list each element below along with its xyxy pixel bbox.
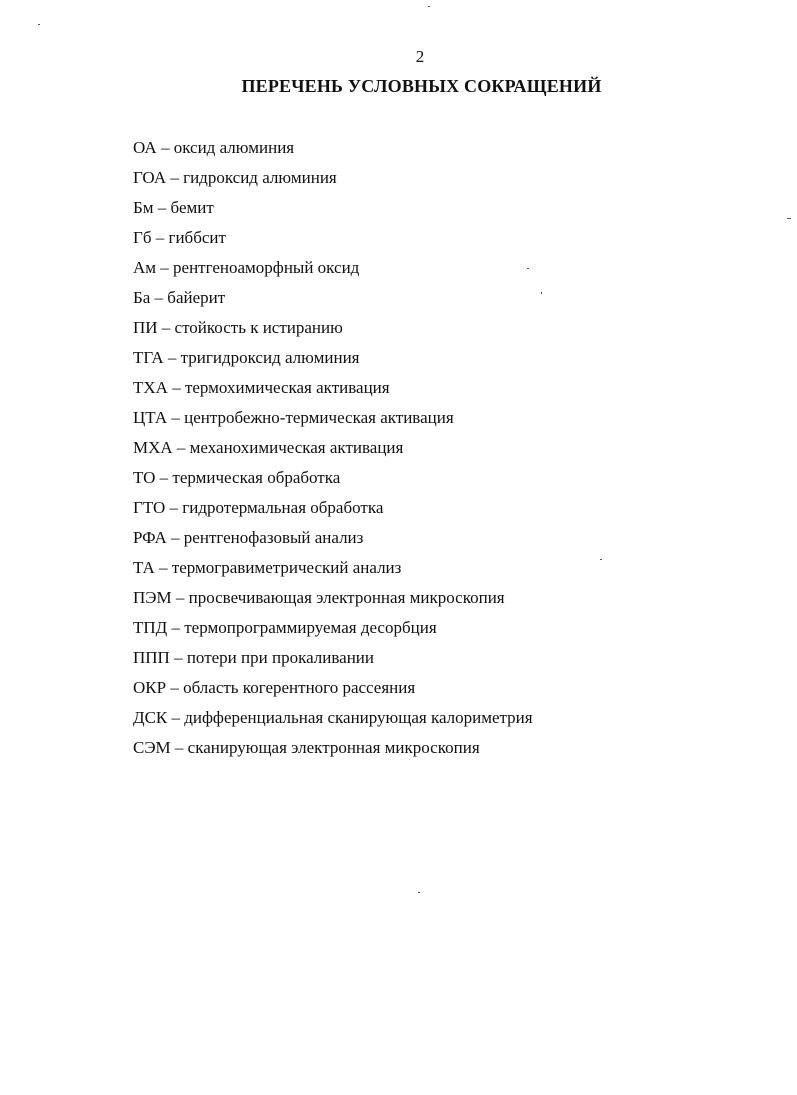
abbreviation-item: СЭМ – сканирующая электронная микроскопия xyxy=(133,738,480,757)
abbreviation-item: ТО – термическая обработка xyxy=(133,468,341,487)
abbreviation-item: ЦТА – центробежно-термическая активация xyxy=(133,408,454,427)
page-number: 2 xyxy=(415,47,425,66)
abbreviation-item: ТХА – термохимическая активация xyxy=(133,378,390,397)
scan-speck xyxy=(428,6,430,7)
scan-speck xyxy=(418,892,420,893)
page-title: ПЕРЕЧЕНЬ УСЛОВНЫХ СОКРАЩЕНИЙ xyxy=(241,76,602,96)
abbreviation-item: ОКР – область когерентного рассеяния xyxy=(133,678,416,697)
scan-speck xyxy=(541,292,542,294)
abbreviation-item: Ам – рентгеноаморфный оксид xyxy=(133,258,360,277)
abbreviation-item: ПЭМ – просвечивающая электронная микроскопия xyxy=(133,588,505,607)
abbreviation-item: ОА – оксид алюминия xyxy=(133,138,295,157)
abbreviation-item: РФА – рентгенофазовый анализ xyxy=(133,528,364,547)
abbreviation-item: ТГА – тригидроксид алюминия xyxy=(133,348,360,367)
scan-speck xyxy=(527,268,529,269)
abbreviation-item: МХА – механохимическая активация xyxy=(133,438,404,457)
abbreviation-item: Ба – байерит xyxy=(133,288,226,307)
abbreviation-item: ПИ – стойкость к истиранию xyxy=(133,318,343,337)
abbreviation-list xyxy=(133,137,533,767)
abbreviation-item: ППП – потери при прокаливании xyxy=(133,648,374,667)
scan-speck xyxy=(38,24,40,25)
abbreviation-item: ТА – термогравиметрический анализ xyxy=(133,558,402,577)
abbreviation-item: Гб – гиббсит xyxy=(133,228,226,247)
abbreviation-item: ГТО – гидротермальная обработка xyxy=(133,498,384,517)
abbreviation-item: ГОА – гидроксид алюминия xyxy=(133,168,337,187)
abbreviation-item: ТПД – термопрограммируемая десорбция xyxy=(133,618,437,637)
scan-speck xyxy=(787,218,791,219)
abbreviation-item: Бм – бемит xyxy=(133,198,214,217)
scan-speck xyxy=(600,559,602,560)
abbreviation-item: ДСК – дифференциальная сканирующая калориметрия xyxy=(133,708,533,727)
